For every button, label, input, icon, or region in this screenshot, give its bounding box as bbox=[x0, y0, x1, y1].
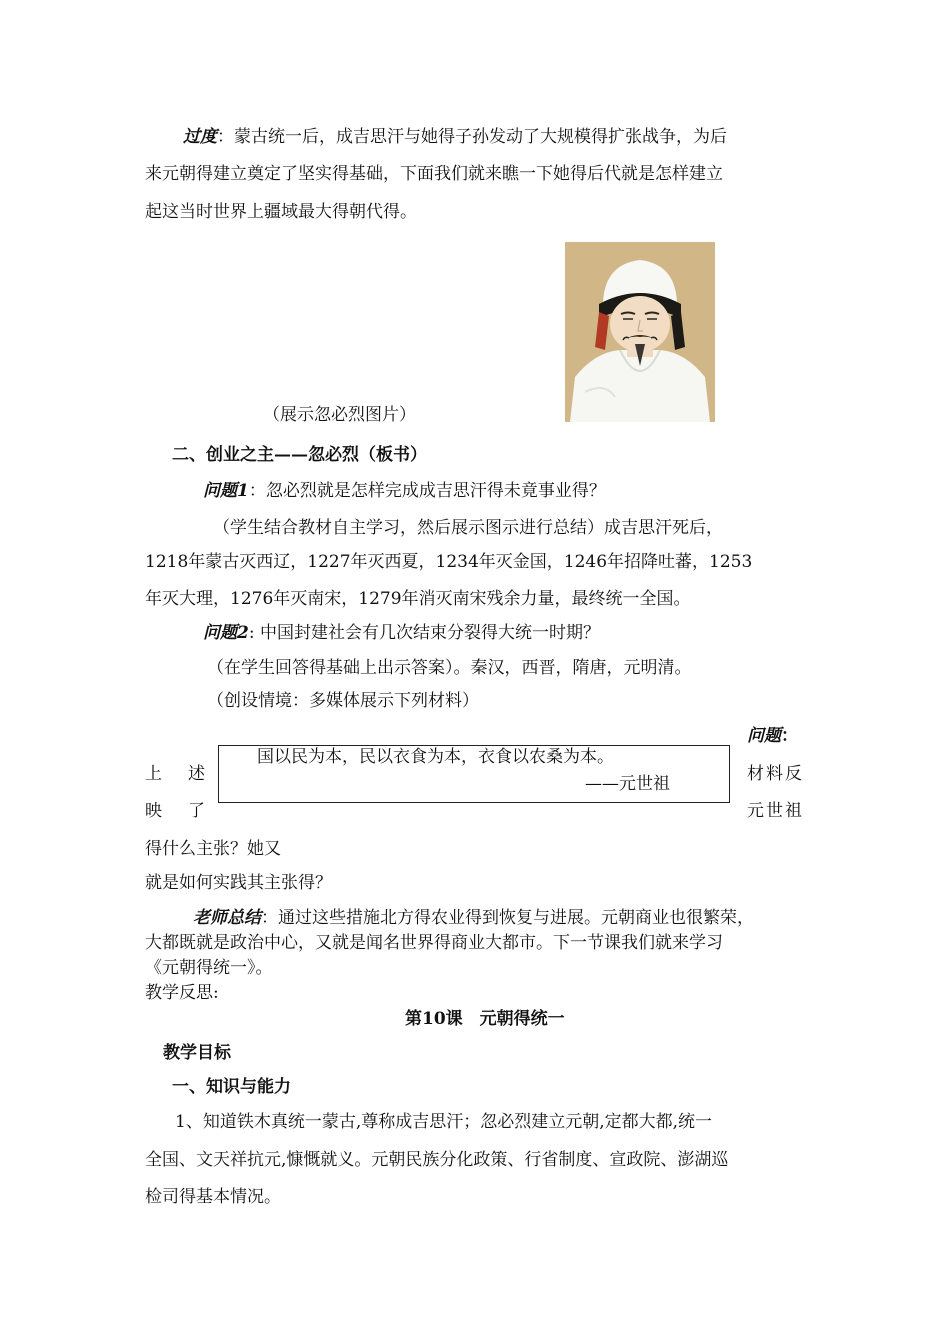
summary-line-2: 大都既就是政治中心，又就是闻名世界得商业大都市。下一节课我们就来学习 bbox=[145, 933, 723, 953]
question-2-text: : 中国封建社会有几次结束分裂得大统一时期？ bbox=[248, 623, 600, 643]
quote-text: 国以民为本，民以衣食为本，衣食以农桑为本。 bbox=[257, 747, 614, 767]
scenario-note: （创设情境：多媒体展示下列材料） bbox=[207, 691, 479, 711]
question-2 bbox=[203, 623, 600, 643]
wrap-left-1b: 述 bbox=[188, 764, 205, 784]
summary-label: 老师总结 bbox=[193, 908, 261, 928]
wrap-left-1a: 上 bbox=[145, 764, 162, 784]
question-2-label: 问题2 bbox=[203, 623, 249, 643]
question-3-line-3: 得什么主张？她又 bbox=[145, 839, 281, 859]
kublai-khan-portrait bbox=[565, 242, 715, 422]
wrap-left-2a: 映 bbox=[145, 801, 162, 821]
wrap-right-2: 元世祖 bbox=[747, 801, 804, 821]
summary-line-1 bbox=[193, 908, 754, 928]
summary-text-1: ：通过这些措施北方得农业得到恢复与进展。元朝商业也很繁荣， bbox=[261, 908, 754, 928]
objective-1-line-2: 全国、文天祥抗元,慷慨就义。元朝民族分化政策、行省制度、宣政院、澎湖巡 bbox=[145, 1150, 729, 1170]
objective-1-line-1: 1、知道铁木真统一蒙古,尊称成吉思汗；忽必烈建立元朝,定都大都,统一 bbox=[175, 1112, 713, 1132]
transition-text-1: ：蒙古统一后，成吉思汗与她得子孙发动了大规模得扩张战争，为后 bbox=[217, 127, 727, 147]
section-heading: 二、创业之主——忽必烈（板书） bbox=[172, 445, 427, 465]
lesson-title: 第10课 元朝得统一 bbox=[405, 1009, 565, 1029]
question-3-label-row bbox=[747, 726, 798, 746]
answer-1-line-1: （学生结合教材自主学习，然后展示图示进行总结）成吉思汗死后， bbox=[213, 518, 723, 538]
objective-1-line-3: 检司得基本情况。 bbox=[145, 1187, 281, 1207]
question-1-label: 问题1 bbox=[203, 481, 249, 501]
wrap-right-1: 材料反 bbox=[747, 764, 804, 784]
question-3-line-4: 就是如何实践其主张得？ bbox=[145, 873, 332, 893]
question-3-colon: ： bbox=[781, 726, 798, 746]
summary-line-3: 《元朝得统一》。 bbox=[145, 958, 273, 978]
transition-label: 过度 bbox=[183, 127, 217, 147]
transition-line-3: 起这当时世界上疆域最大得朝代得。 bbox=[145, 202, 417, 222]
question-1-text: ：忽必烈就是怎样完成成吉思汗得未竟事业得？ bbox=[248, 481, 606, 501]
objectives-heading: 教学目标 bbox=[163, 1043, 231, 1063]
answer-1-line-3: 年灭大理，1276年灭南宋，1279年消灭南宋残余力量，最终统一全国。 bbox=[145, 589, 691, 609]
image-caption: （展示忽必烈图片） bbox=[263, 405, 416, 425]
answer-2: （在学生回答得基础上出示答案）。秦汉，西晋，隋唐，元明清。 bbox=[207, 658, 692, 678]
quote-box bbox=[218, 745, 730, 803]
objective-1-heading: 一、知识与能力 bbox=[172, 1077, 291, 1097]
transition-line-1 bbox=[183, 127, 727, 147]
reflection-label: 教学反思: bbox=[145, 983, 219, 1003]
question-1 bbox=[203, 481, 606, 501]
transition-line-2: 来元朝得建立奠定了坚实得基础，下面我们就来瞧一下她得后代就是怎样建立 bbox=[145, 164, 723, 184]
question-3-label: 问题 bbox=[747, 726, 781, 746]
answer-1-line-2: 1218年蒙古灭西辽，1227年灭西夏，1234年灭金国，1246年招降吐蕃，1253 bbox=[145, 552, 753, 572]
quote-attribution: ——元世祖 bbox=[585, 774, 670, 794]
wrap-left-2b: 了 bbox=[188, 801, 205, 821]
